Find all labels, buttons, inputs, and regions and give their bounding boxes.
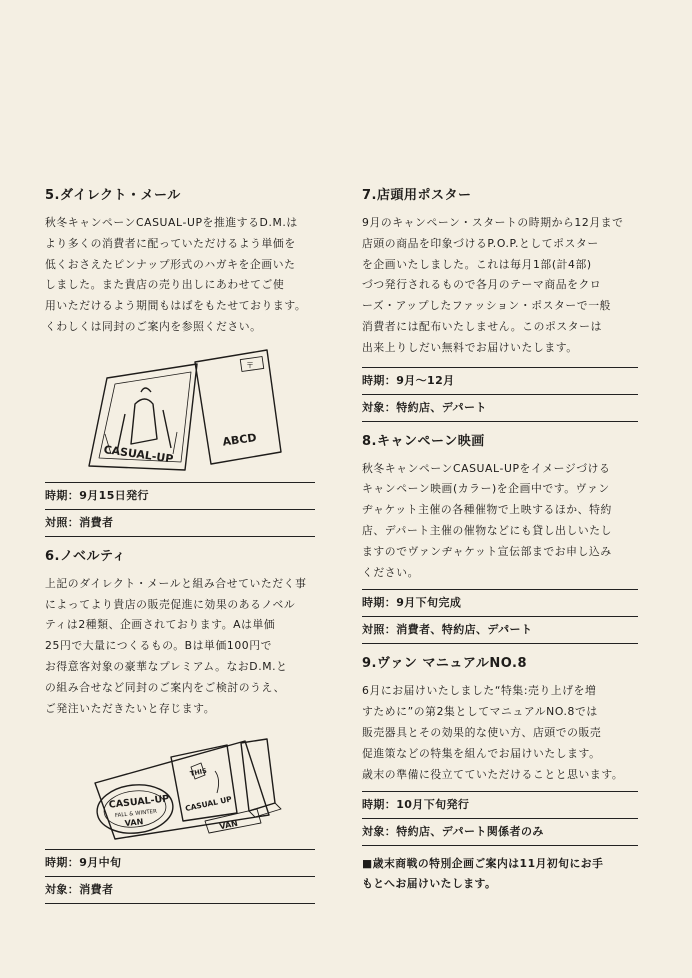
- audience-row: 対象：特約店、デパート: [362, 400, 487, 414]
- body-line: ヂャケット主催の各種催物で上映するほか、特約: [362, 503, 612, 517]
- section-title: 7.店頭用ポスター: [362, 188, 472, 203]
- novelty-oval-brand: VAN: [124, 817, 144, 829]
- body-line: 25円で大量につくるもの。Bは単価100円で: [45, 639, 273, 653]
- body-line: くわしくは同封のご案内を参照ください。: [45, 319, 262, 333]
- section-body: [362, 213, 638, 359]
- novelty-card-title: CASUAL UP: [184, 794, 233, 814]
- body-line: を企画いたしました。これは毎月1部(計4部): [362, 257, 592, 271]
- novelty-box-label: VAN: [218, 819, 239, 832]
- body-line: 促進策などの特集を組んでお届けいたします。: [362, 746, 601, 760]
- body-line: 低くおさえたピンナップ形式のハガキを企画いた: [45, 257, 296, 271]
- left-column: [45, 184, 315, 904]
- section-van-manual: [362, 652, 638, 846]
- period-row: 時期：9月中旬: [45, 856, 122, 870]
- body-line: づつ発行されるもので各月のテーマ商品をクロ: [362, 278, 602, 292]
- dm-card-title: CASUAL-UP: [102, 442, 175, 466]
- audience-row: 対照：消費者、特約店、デパート: [362, 623, 533, 637]
- right-column: [362, 184, 638, 894]
- body-line: より多くの消費者に配っていただけるよう単価を: [45, 236, 296, 250]
- body-line: ティは2種類、企画されております。Aは単価: [45, 618, 276, 632]
- body-line: 店、デパート主催の催物などにも貸し出しいたし: [362, 523, 613, 537]
- body-line: 店頭の商品を印象づけるP.O.P.としてポスター: [362, 236, 599, 250]
- period-row: 時期：9月15日発行: [45, 488, 149, 502]
- section-title: 6.ノベルティ: [45, 548, 126, 564]
- audience-row: 対照：消費者: [45, 515, 114, 529]
- novelty-oval-sub: FALL & WINTER: [114, 809, 158, 820]
- body-line: ますのでヴァンヂャケット宣伝部までお申し込み: [362, 544, 612, 558]
- body-line: しました。また貴店の売り出しにあわせてご使: [45, 278, 285, 292]
- section-direct-mail: [45, 184, 315, 537]
- body-line: お得意客対象の豪華なプレミアム。なおD.M.と: [45, 659, 288, 673]
- divider: [45, 536, 315, 537]
- body-line: 秋冬キャンペーンCASUAL-UPを推進するD.M.は: [45, 216, 298, 229]
- body-line: キャンペーン映画(カラー)を企画中です。ヴァン: [362, 482, 610, 496]
- section-title: 5.ダイレクト・メール: [45, 188, 181, 203]
- body-line: 秋冬キャンペーンCASUAL-UPをイメージづける: [362, 461, 611, 475]
- body-line: 歳末の準備に役立てていただけることと思います。: [362, 767, 624, 781]
- section-body: [45, 574, 315, 720]
- section-campaign-film: [362, 430, 638, 645]
- body-line: ご発注いただきたいと存じます。: [45, 701, 216, 715]
- body-line: の組み合せなど同封のご案内をご検討のうえ、: [45, 680, 285, 694]
- dm-envelope-text: ABCD: [221, 430, 258, 449]
- section-poster: [362, 184, 638, 422]
- footnote-line: ■歳末商戦の特別企画ご案内は11月初旬にお手: [362, 857, 604, 871]
- novelty-oval-title: CASUAL-UP: [108, 793, 170, 812]
- body-line: すために”の第2集としてマニュアルNO.8では: [362, 705, 598, 719]
- body-line: ください。: [362, 565, 419, 579]
- novelty-illustration: [45, 723, 315, 841]
- body-line: 6月にお届けいたしました“特集:売り上げを増: [362, 684, 597, 698]
- body-line: 上記のダイレクト・メールと組み合せていただく事: [45, 576, 307, 590]
- body-line: 消費者には配布いたしません。このポスターは: [362, 319, 602, 333]
- divider: [45, 903, 315, 904]
- dm-postcard-illustration: [45, 344, 315, 472]
- period-row: 時期：9月～12月: [362, 373, 455, 387]
- body-line: ーズ・アップしたファッション・ポスターで一般: [362, 299, 612, 313]
- period-row: 時期：9月下旬完成: [362, 596, 462, 610]
- novelty-card-top: THIS: [189, 766, 208, 779]
- audience-row: 対象：特約店、デパート関係者のみ: [362, 825, 544, 839]
- body-line: 販売器具とその効果的な使い方、店頭での販売: [362, 725, 602, 739]
- section-novelty: [45, 545, 315, 905]
- dm-stamp-text: 〒: [246, 360, 254, 370]
- footnote-line: もとへお届けいたします。: [362, 877, 497, 891]
- body-line: 用いただけるよう期間もはばをもたせております。: [45, 299, 307, 313]
- body-line: 9月のキャンペーン・スタートの時期から12月まで: [362, 216, 624, 229]
- footnote: [362, 854, 638, 894]
- section-body: [45, 213, 315, 338]
- section-body: [362, 459, 638, 584]
- body-line: 出来上りしだい無料でお届けいたします。: [362, 340, 578, 354]
- audience-row: 対象：消費者: [45, 883, 114, 897]
- divider: [362, 421, 638, 422]
- divider: [362, 643, 638, 644]
- body-line: によってより貴店の販売促進に効果のあるノベル: [45, 597, 296, 611]
- divider: [362, 845, 638, 846]
- section-title: 8.キャンペーン映画: [362, 433, 485, 449]
- section-title: 9.ヴァン マニュアルNO.8: [362, 656, 527, 672]
- section-body: [362, 681, 638, 785]
- period-row: 時期：10月下旬発行: [362, 798, 470, 812]
